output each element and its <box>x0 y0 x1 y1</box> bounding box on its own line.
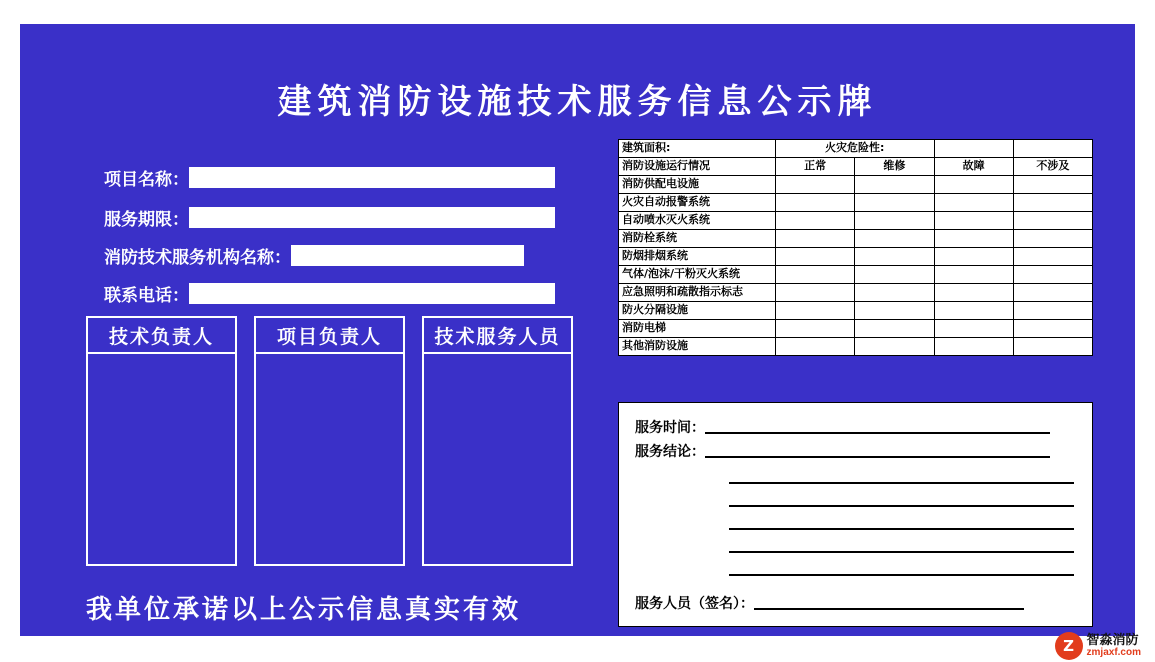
facility-status-table <box>618 139 1093 356</box>
status-cell-not-applicable[interactable] <box>1013 320 1092 338</box>
table-row <box>619 266 1093 284</box>
public-notice-board <box>18 22 1137 638</box>
status-cell-normal[interactable] <box>776 302 855 320</box>
service-conclusion-panel <box>618 402 1093 627</box>
service-result-row <box>635 441 1050 461</box>
status-cell-repair[interactable] <box>855 284 934 302</box>
table-row <box>619 284 1093 302</box>
cell-building-area-label: 建筑面积: <box>619 140 776 158</box>
status-cell-repair[interactable] <box>855 248 934 266</box>
status-cell-not-applicable[interactable] <box>1013 302 1092 320</box>
table-row <box>619 320 1093 338</box>
col-header-fault: 故障 <box>934 158 1013 176</box>
contact-phone-input[interactable] <box>189 283 555 304</box>
col-header-repair: 维修 <box>855 158 934 176</box>
person-box-body-service-staff[interactable] <box>424 354 571 566</box>
person-box-title-technical-director: 技术负责人 <box>88 318 235 354</box>
status-cell-fault[interactable] <box>934 230 1013 248</box>
status-cell-not-applicable[interactable] <box>1013 248 1092 266</box>
table-row <box>619 194 1093 212</box>
person-box-body-project-manager[interactable] <box>256 354 403 566</box>
col-header-not-applicable: 不涉及 <box>1013 158 1092 176</box>
conclusion-blank-line[interactable] <box>729 550 1074 553</box>
conclusion-blank-line[interactable] <box>729 573 1074 576</box>
status-cell-repair[interactable] <box>855 338 934 356</box>
status-cell-normal[interactable] <box>776 248 855 266</box>
service-result-label: 服务结论： <box>635 444 705 460</box>
status-cell-fault[interactable] <box>934 212 1013 230</box>
status-cell-repair[interactable] <box>855 176 934 194</box>
status-cell-fault[interactable] <box>934 302 1013 320</box>
status-cell-not-applicable[interactable] <box>1013 212 1092 230</box>
form-row-contact-phone <box>104 282 555 304</box>
table-row <box>619 248 1093 266</box>
watermark-text <box>1087 634 1141 658</box>
status-cell-normal[interactable] <box>776 266 855 284</box>
service-time-label: 服务时间： <box>635 420 705 436</box>
status-cell-not-applicable[interactable] <box>1013 338 1092 356</box>
service-result-input-line[interactable] <box>705 455 1050 458</box>
person-box-body-technical-director[interactable] <box>88 354 235 566</box>
table-row <box>619 338 1093 356</box>
table-row <box>619 302 1093 320</box>
facility-label: 自动喷水灭火系统 <box>619 212 776 230</box>
facility-label: 火灾自动报警系统 <box>619 194 776 212</box>
status-cell-repair[interactable] <box>855 212 934 230</box>
facility-label: 其他消防设施 <box>619 338 776 356</box>
watermark-company-name: 智淼消防 <box>1086 632 1139 648</box>
service-period-input[interactable] <box>189 207 555 228</box>
service-time-row <box>635 417 1050 437</box>
table-row <box>619 176 1093 194</box>
status-cell-fault[interactable] <box>934 248 1013 266</box>
facility-label: 消防电梯 <box>619 320 776 338</box>
person-box-title-project-manager: 项目负责人 <box>256 318 403 354</box>
status-cell-fault[interactable] <box>934 176 1013 194</box>
status-cell-repair[interactable] <box>855 266 934 284</box>
col-header-facility: 消防设施运行情况 <box>619 158 776 176</box>
conclusion-blank-line[interactable] <box>729 504 1074 507</box>
table-header-row <box>619 158 1093 176</box>
cell-fire-risk-value[interactable] <box>934 140 1013 158</box>
person-box-service-staff <box>422 316 573 566</box>
promise-statement: 我单位承诺以上公示信息真实有效 <box>86 595 522 625</box>
project-name-input[interactable] <box>189 167 555 188</box>
status-cell-normal[interactable] <box>776 212 855 230</box>
status-cell-fault[interactable] <box>934 320 1013 338</box>
signer-input-line[interactable] <box>754 607 1024 610</box>
signer-row <box>635 593 1024 613</box>
status-cell-normal[interactable] <box>776 230 855 248</box>
status-cell-fault[interactable] <box>934 266 1013 284</box>
status-cell-fault[interactable] <box>934 194 1013 212</box>
facility-label: 防烟排烟系统 <box>619 248 776 266</box>
status-cell-normal[interactable] <box>776 176 855 194</box>
signer-label: 服务人员（签名）： <box>635 596 754 612</box>
status-cell-repair[interactable] <box>855 302 934 320</box>
form-label-agency-name: 消防技术服务机构名称： <box>104 247 291 268</box>
conclusion-blank-line[interactable] <box>729 481 1074 484</box>
form-label-project-name: 项目名称： <box>104 169 189 190</box>
status-cell-not-applicable[interactable] <box>1013 230 1092 248</box>
status-cell-repair[interactable] <box>855 194 934 212</box>
status-cell-fault[interactable] <box>934 284 1013 302</box>
status-cell-normal[interactable] <box>776 194 855 212</box>
table-row <box>619 212 1093 230</box>
page-title: 建筑消防设施技术服务信息公示牌 <box>277 82 878 122</box>
status-cell-normal[interactable] <box>776 284 855 302</box>
status-cell-not-applicable[interactable] <box>1013 266 1092 284</box>
facility-label: 防火分隔设施 <box>619 302 776 320</box>
form-label-contact-phone: 联系电话： <box>104 285 189 306</box>
person-box-technical-director <box>86 316 237 566</box>
person-box-title-service-staff: 技术服务人员 <box>424 318 571 354</box>
facility-label: 消防栓系统 <box>619 230 776 248</box>
form-row-agency-name <box>104 244 524 266</box>
facility-label: 消防供配电设施 <box>619 176 776 194</box>
cell-building-area-value[interactable] <box>1013 140 1092 158</box>
status-cell-normal[interactable] <box>776 338 855 356</box>
form-row-service-period <box>104 206 555 228</box>
form-label-service-period: 服务期限： <box>104 209 189 230</box>
watermark-logo <box>1055 632 1141 660</box>
conclusion-blank-line[interactable] <box>729 527 1074 530</box>
facility-label: 应急照明和疏散指示标志 <box>619 284 776 302</box>
table-row <box>619 230 1093 248</box>
status-cell-not-applicable[interactable] <box>1013 284 1092 302</box>
status-cell-not-applicable[interactable] <box>1013 176 1092 194</box>
table-row-building-info <box>619 140 1093 158</box>
service-time-input-line[interactable] <box>705 431 1050 434</box>
logo-badge-icon: Z <box>1055 632 1083 660</box>
status-cell-normal[interactable] <box>776 320 855 338</box>
watermark-domain: zmjaxf.com <box>1086 646 1141 658</box>
status-cell-not-applicable[interactable] <box>1013 194 1092 212</box>
cell-fire-risk-label: 火灾危险性: <box>776 140 935 158</box>
status-cell-fault[interactable] <box>934 338 1013 356</box>
facility-label: 气体/泡沫/干粉灭火系统 <box>619 266 776 284</box>
person-box-project-manager <box>254 316 405 566</box>
status-cell-repair[interactable] <box>855 320 934 338</box>
status-cell-repair[interactable] <box>855 230 934 248</box>
agency-name-input[interactable] <box>291 245 524 266</box>
col-header-normal: 正常 <box>776 158 855 176</box>
form-row-project-name <box>104 166 555 188</box>
